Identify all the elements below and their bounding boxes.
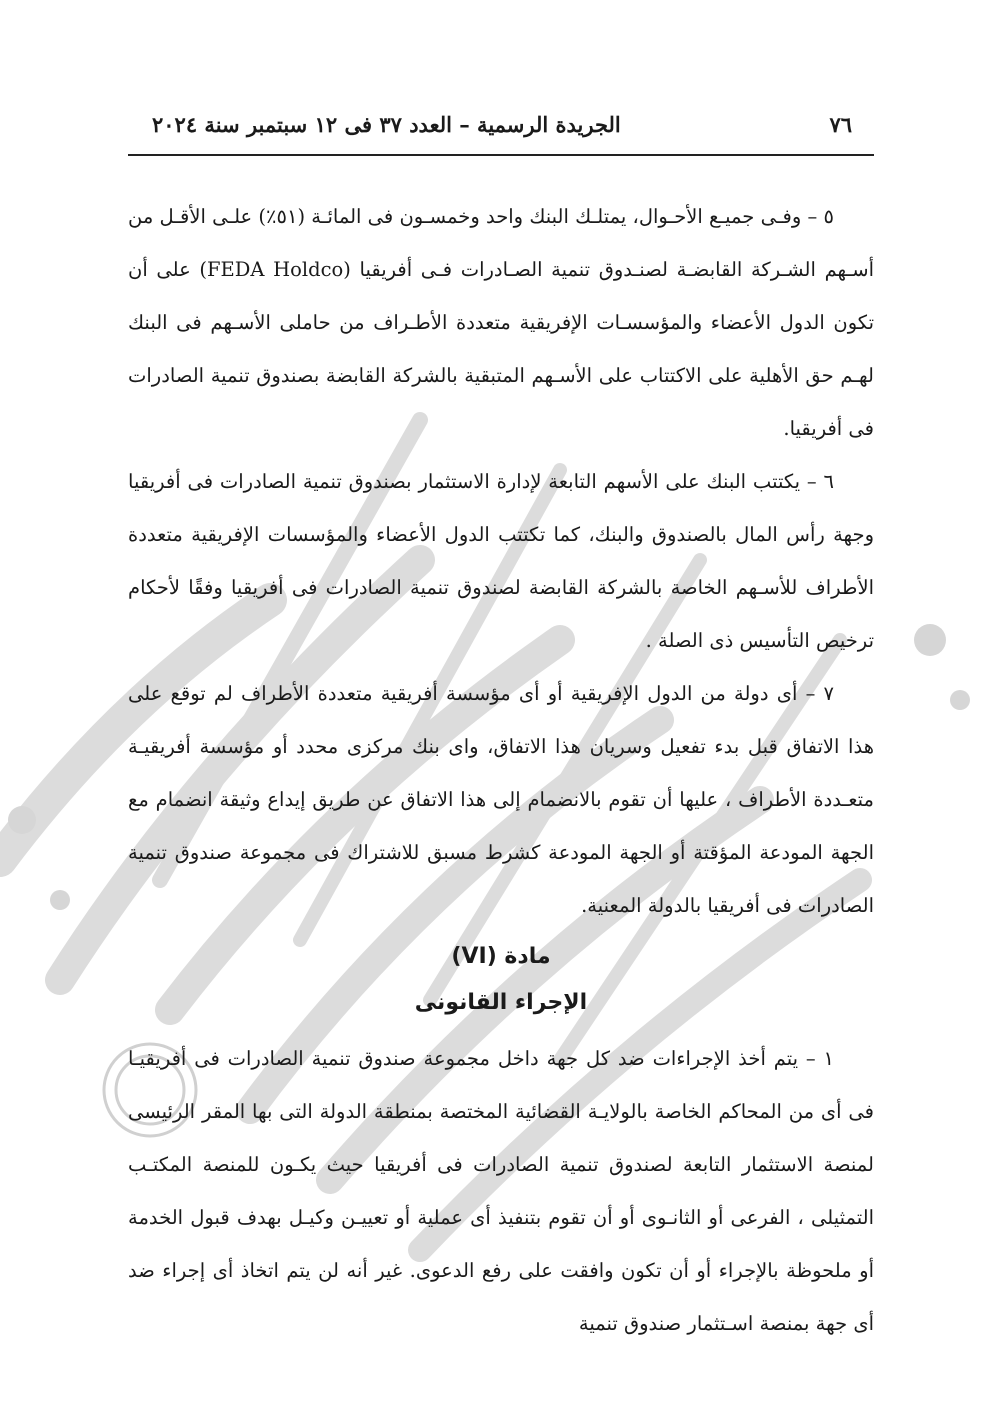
header-rule [128,154,874,156]
paragraph-5 [128,190,874,455]
paragraph-number: ١ – [805,1047,834,1070]
paragraph-text: وفـى جميـع الأحـوال، يمتلـك البنك واحد وخمسـون فى المائـة (٥١٪) علـى الأقـل من أسـهم الشـركة القابضـة لصنـدوق تنمية الصـادرات فـى أفريقيا (FEDA Holdco) على أن تكون الدول الأعضاء والمؤسسـات الإفريقية متعددة الأطـراف من حاملى الأسـهم فى البنك لهـم حق الأهلية على الاكتتاب على الأسـهم المتبقية بالشركة القابضة بصندوق تنمية الصادرات فى أفريقيا. [128,205,875,440]
paragraph-number: ٥ – [807,205,834,228]
paragraph-text: يكتتب البنك على الأسهم التابعة لإدارة الاستثمار بصندوق تنمية الصادرات فى أفريقيا وجهة رأس المال بالصندوق والبنك، كما تكتتب الدول الأعضاء والمؤسسات الإفريقية متعددة الأطراف للأسـهم الخاصة بالشركة القابضة لصندوق تنمية الصادرات فى أفريقيا وفقًا لأحكام ترخيص التأسيس ذى الصلة . [128,470,874,652]
document-body [128,190,874,1350]
paragraph-6 [128,455,874,667]
paragraph-number: ٧ – [805,682,834,705]
paragraph-number: ٦ – [806,470,835,493]
article-title: الإجراء القانونى [414,990,588,1015]
paragraph-7 [128,667,874,932]
page-number: ٧٦ [829,112,852,137]
paragraph-text: أى دولة من الدول الإفريقية أو أى مؤسسة أفريقية متعددة الأطراف لم توقع على هذا الاتفاق قبل بدء تفعيل وسريان هذا الاتفاق، واى بنك مركزى محدد أو مؤسسة أفريقيـة متعـددة الأطراف ، عليها أن تقوم بالانضمام إلى هذا الاتفاق عن طريق إيداع وثيقة انضمام مع الجهة المودعة المؤقتة أو الجهة المودعة كشرط مسبق للاشتراك فى مجموعة صندوق تنمية الصادرات فى أفريقيا بالدولة المعنية. [128,682,874,917]
document-page [128,112,874,1350]
page-header [128,112,874,152]
gazette-title: الجريدة الرسمية – العدد ٣٧ فى ١٢ سبتمبر سنة ٢٠٢٤ [152,112,621,137]
article-paragraph-1 [128,1032,874,1350]
article-number: مادة (VI) [451,944,551,969]
paragraph-text: يتم أخذ الإجراءات ضد كل جهة داخل مجموعة صندوق تنمية الصادرات فى أفريقيـا فى أى من المحاكم الخاصة بالولايـة القضائية المختصة بمنطقة الدولة التى بها المقر الرئيسى لمنصة الاستثمار التابعة لصندوق تنمية الصادرات فى أفريقيا حيث يكـون للمنصة المكتـب التمثيلى ، الفرعى أو الثانـوى أو أن تقوم بتنفيذ أى عملية أو تعييـن وكيـل بهدف قبول الخدمة أو ملحوظة بالإجراء أو أن تكون وافقت على رفع الدعوى. غير أنه لن يتم اتخاذ أى إجراء ضد أى جهة بمنصة اسـتثمار صندوق تنمية [128,1047,874,1335]
